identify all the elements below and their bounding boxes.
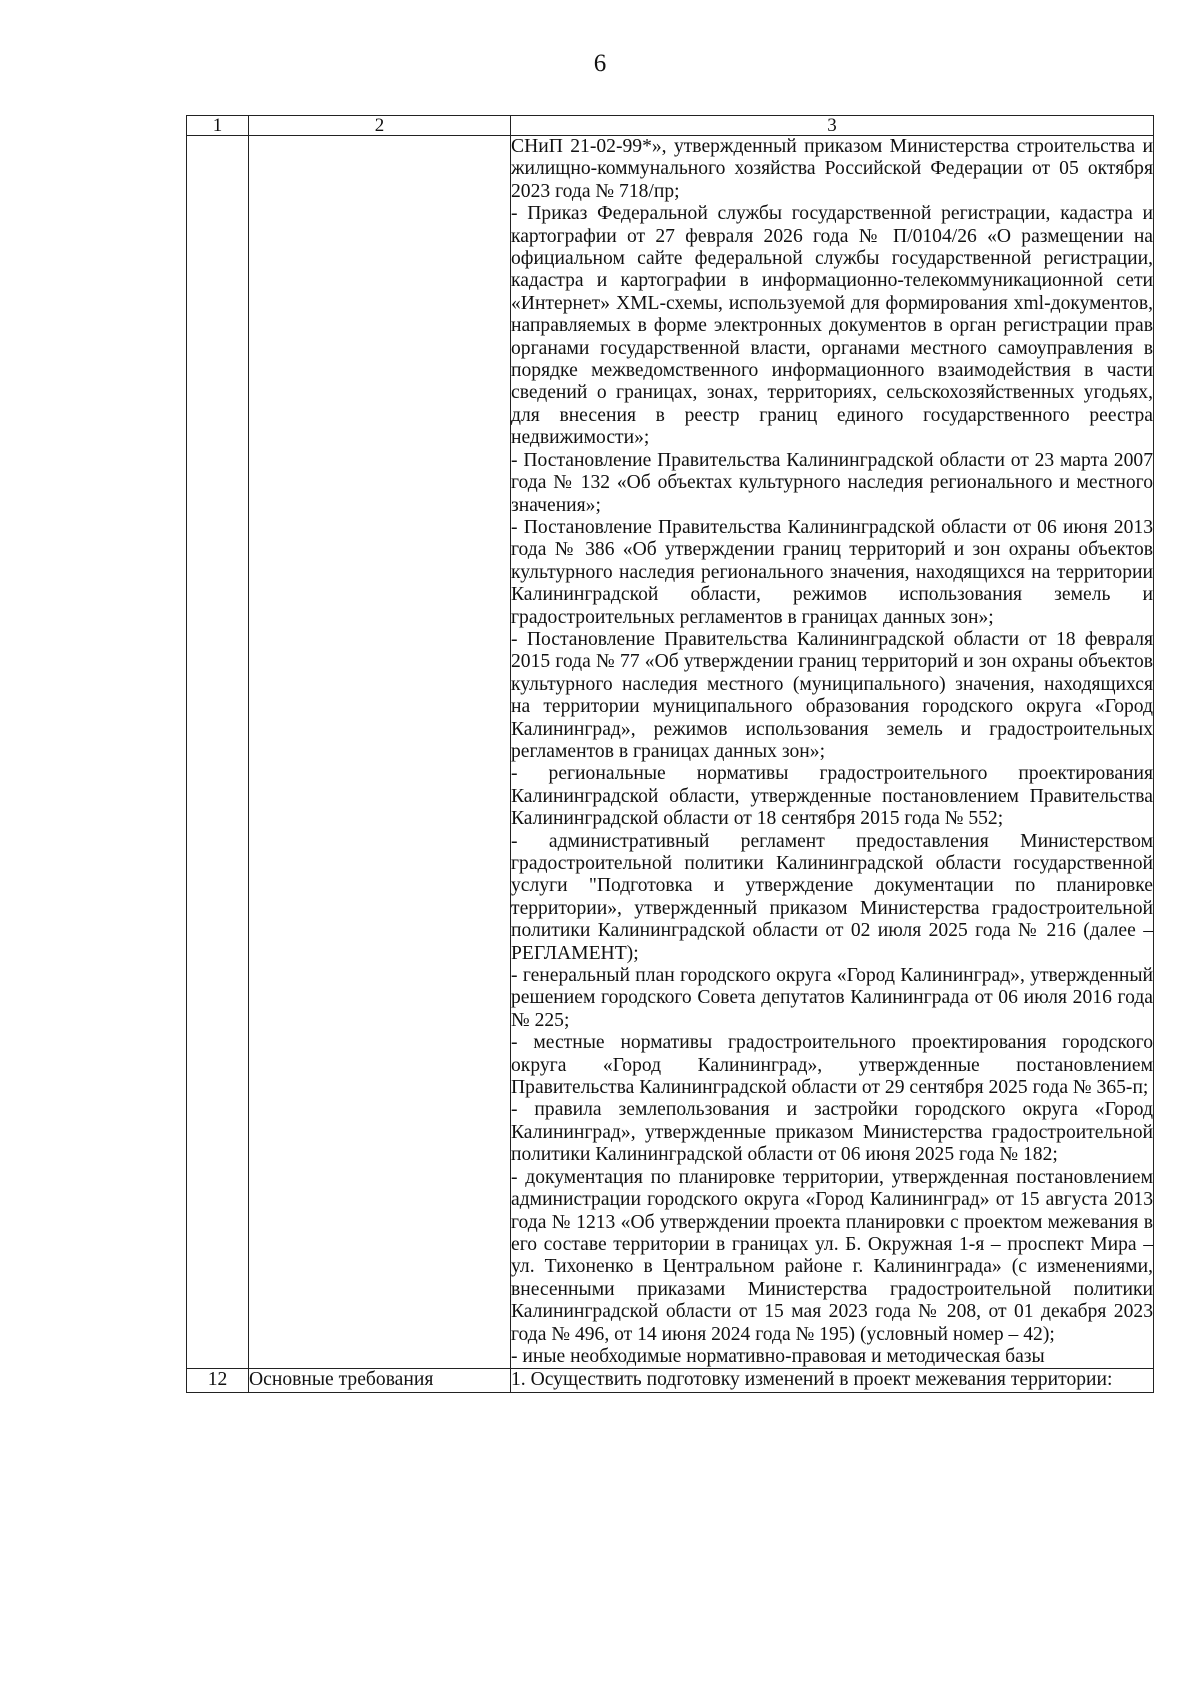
row-number: 12 (187, 1369, 249, 1393)
table-row-continuation (187, 136, 1154, 1369)
number-cell (187, 136, 249, 1369)
row-label: Основные требования (249, 1369, 511, 1393)
header-cell-1: 1 (187, 116, 249, 136)
paragraph-snip: СНиП 21-02-99*», утвержденный приказом Министерства строительства и жилищно-коммунального хозяйства Российской Федерации от 05 октября 2023 года № 718/пр; (511, 136, 1153, 202)
paragraph-resolution-132: - Постановление Правительства Калининградской области от 23 марта 2007 года № 132 «Об объектах культурного наследия регионального и местного значения»; (511, 449, 1153, 516)
paragraph-local-norms: - местные нормативы градостроительного проектирования городского округа «Город Калининград», утвержденные постановлением Правительства Калининградской области от 29 сентября 2025 года № 365-п; (511, 1032, 1153, 1099)
requirements-table (186, 115, 1154, 1393)
table-row-12 (187, 1369, 1154, 1393)
paragraph-planning-docs: - документация по планировке территории, утвержденная постановлением администрации городского округа «Город Калининград» от 15 августа 2013 года № 1213 «Об утверждении проекта планировки с проектом межевания в его составе территории в границах ул. Б. Окружная 1-я – проспект Мира – ул. Тихоненко в Центральном районе г. Калининграда» (с изменениями, внесенными приказами Министерства градостроительной политики Калининградской области от 15 мая 2023 года № 208, от 01 декабря 2023 года № 496, от 14 июня 2024 года № 195) (условный номер – 42); (511, 1166, 1153, 1345)
paragraph-general-plan: - генеральный план городского округа «Город Калининград», утвержденный решением городского Совета депутатов Калининграда от 06 июля 2016 года № 225; (511, 965, 1153, 1031)
row-text: 1. Осуществить подготовку изменений в проект межевания территории: (511, 1369, 1154, 1393)
paragraph-resolution-386: - Постановление Правительства Калининградской области от 06 июня 2013 года № 386 «Об утверждении границ территорий и зон охраны объектов культурного наследия регионального значения, находящихся на территории Калининградской области, режимов использования земель и градостроительных регламентов в границах данных зон»; (511, 516, 1153, 628)
paragraph-admin-regulation: - административный регламент предоставления Министерством градостроительной политики Калининградской области государственной услуги "Подготовка и утверждение документации по планировке территории», утвержденный приказом Министерства градостроительной политики Калининградской области от 02 июля 2025 года № 216 (далее – РЕГЛАМЕНТ); (511, 830, 1153, 964)
text-cell (511, 136, 1154, 1369)
paragraph-other-bases: - иные необходимые нормативно-правовая и методическая базы (511, 1345, 1045, 1367)
paragraph-land-use-rules: - правила землепользования и застройки городского округа «Город Калининград», утвержденные приказом Министерства градостроительной политики Калининградской области от 06 июня 2025 года № 182; (511, 1099, 1153, 1166)
page-number: 6 (593, 50, 607, 77)
header-cell-2: 2 (249, 116, 511, 136)
paragraph-resolution-77: - Постановление Правительства Калининградской области от 18 февраля 2015 года № 77 «Об утверждении границ территорий и зон охраны объектов культурного наследия местного (муниципального) значения, находящихся на территории муниципального образования городского округа «Город Калининград», режимов использования земель и градостроительных регламентов в границах данных зон»; (511, 628, 1153, 762)
header-cell-3: 3 (511, 116, 1154, 136)
table-header-row (187, 116, 1154, 136)
label-cell (249, 136, 511, 1369)
paragraph-rosreestr-order: - Приказ Федеральной службы государственной регистрации, кадастра и картографии от 27 февраля 2026 года № П/0104/26 «О размещении на официальном сайте федеральной службы государственной регистрации, кадастра и картографии в информационно-телекоммуникационной сети «Интернет» XML-схемы, используемой для формирования xml-документов, направляемых в форме электронных документов в орган регистрации прав органами государственной власти, органами местного самоуправления в порядке межведомственного информационного взаимодействия в части сведений о границах, зонах, территориях, сельскохозяйственных угодьях, для внесения в реестр границ единого государственного реестра недвижимости»; (511, 203, 1153, 449)
paragraph-regional-norms: - региональные нормативы градостроительного проектирования Калининградской области, утвержденные постановлением Правительства Калининградской области от 18 сентября 2015 года № 552; (511, 763, 1153, 830)
